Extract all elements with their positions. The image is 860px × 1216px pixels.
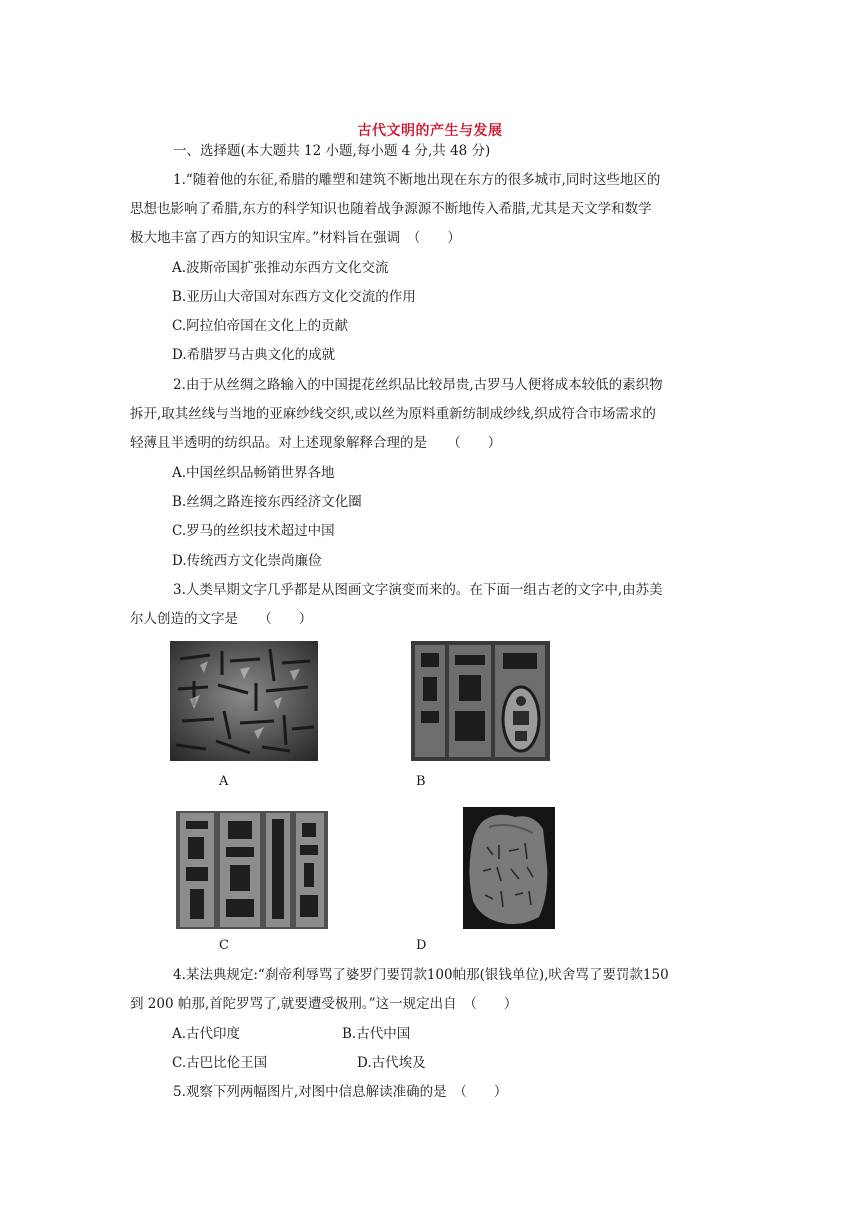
q4-stem-line: 到 200 帕那,首陀罗骂了,就要遭受极刑。”这一规定出自 （ ） (130, 996, 518, 1012)
q5-stem-line: 5.观察下列两幅图片,对图中信息解读准确的是 （ ） (173, 1084, 508, 1100)
q1-option-d: D.希腊罗马古典文化的成就 (172, 347, 336, 363)
q1-stem-line: 思想也影响了希腊,东方的科学知识也随着战争源源不断地传入希腊,尤其是天文学和数学 (130, 201, 652, 217)
carved-script-image (176, 811, 328, 929)
q1-stem-line: 1.“随着他的东征,希腊的雕塑和建筑不断地出现在东方的很多城市,同时这些地区的 (173, 172, 661, 188)
section-heading: 一、选择题(本大题共 12 小题,每小题 4 分,共 48 分) (173, 143, 491, 159)
image-caption-b: B (416, 774, 426, 789)
q2-stem-line: 轻薄且半透明的纺织品。对上述现象解释合理的是 （ ） (130, 435, 502, 451)
cuneiform-tablet-image (170, 641, 318, 761)
image-caption-d: D (416, 938, 427, 953)
image-caption-c: C (219, 938, 229, 953)
q2-option-b: B.丝绸之路连接东西经济文化圈 (172, 494, 362, 510)
q3-stem-line: 3.人类早期文字几乎都是从图画文字演变而来的。在下面一组古老的文字中,由苏美 (173, 582, 663, 598)
document-title: 古代文明的产生与发展 (357, 123, 503, 139)
image-caption-a: A (219, 774, 229, 789)
q2-stem-line: 拆开,取其丝线与当地的亚麻纱线交织,或以丝为原料重新纺制成纱线,织成符合市场需求的 (130, 406, 656, 422)
q2-option-c: C.罗马的丝织技术超过中国 (172, 523, 335, 539)
q2-option-d: D.传统西方文化崇尚廉俭 (172, 553, 322, 569)
q1-option-a: A.波斯帝国扩张推动东西方文化交流 (172, 260, 389, 276)
q1-stem-line: 极大地丰富了西方的知识宝库。”材料旨在强调 （ ） (130, 230, 461, 246)
q3-stem-line: 尔人创造的文字是 （ ） (130, 611, 313, 627)
hieroglyph-wall-image (411, 641, 550, 761)
q4-option-a: A.古代印度 (172, 1026, 241, 1042)
q4-option-b: B.古代中国 (342, 1026, 411, 1042)
q1-option-c: C.阿拉伯帝国在文化上的贡献 (172, 318, 349, 334)
q4-stem-line: 4.某法典规定:“刹帝利辱骂了婆罗门要罚款100帕那(银钱单位),吠舍骂了要罚款150 (173, 967, 669, 983)
q4-option-c: C.古巴比伦王国 (172, 1055, 268, 1071)
q1-option-b: B.亚历山大帝国对东西方文化交流的作用 (172, 289, 416, 305)
q2-option-a: A.中国丝织品畅销世界各地 (172, 465, 335, 481)
q2-stem-line: 2.由于从丝绸之路输入的中国提花丝织品比较昂贵,古罗马人便将成本较低的素织物 (173, 377, 663, 393)
q4-option-d: D.古代埃及 (357, 1055, 426, 1071)
oracle-bone-image (463, 807, 555, 929)
